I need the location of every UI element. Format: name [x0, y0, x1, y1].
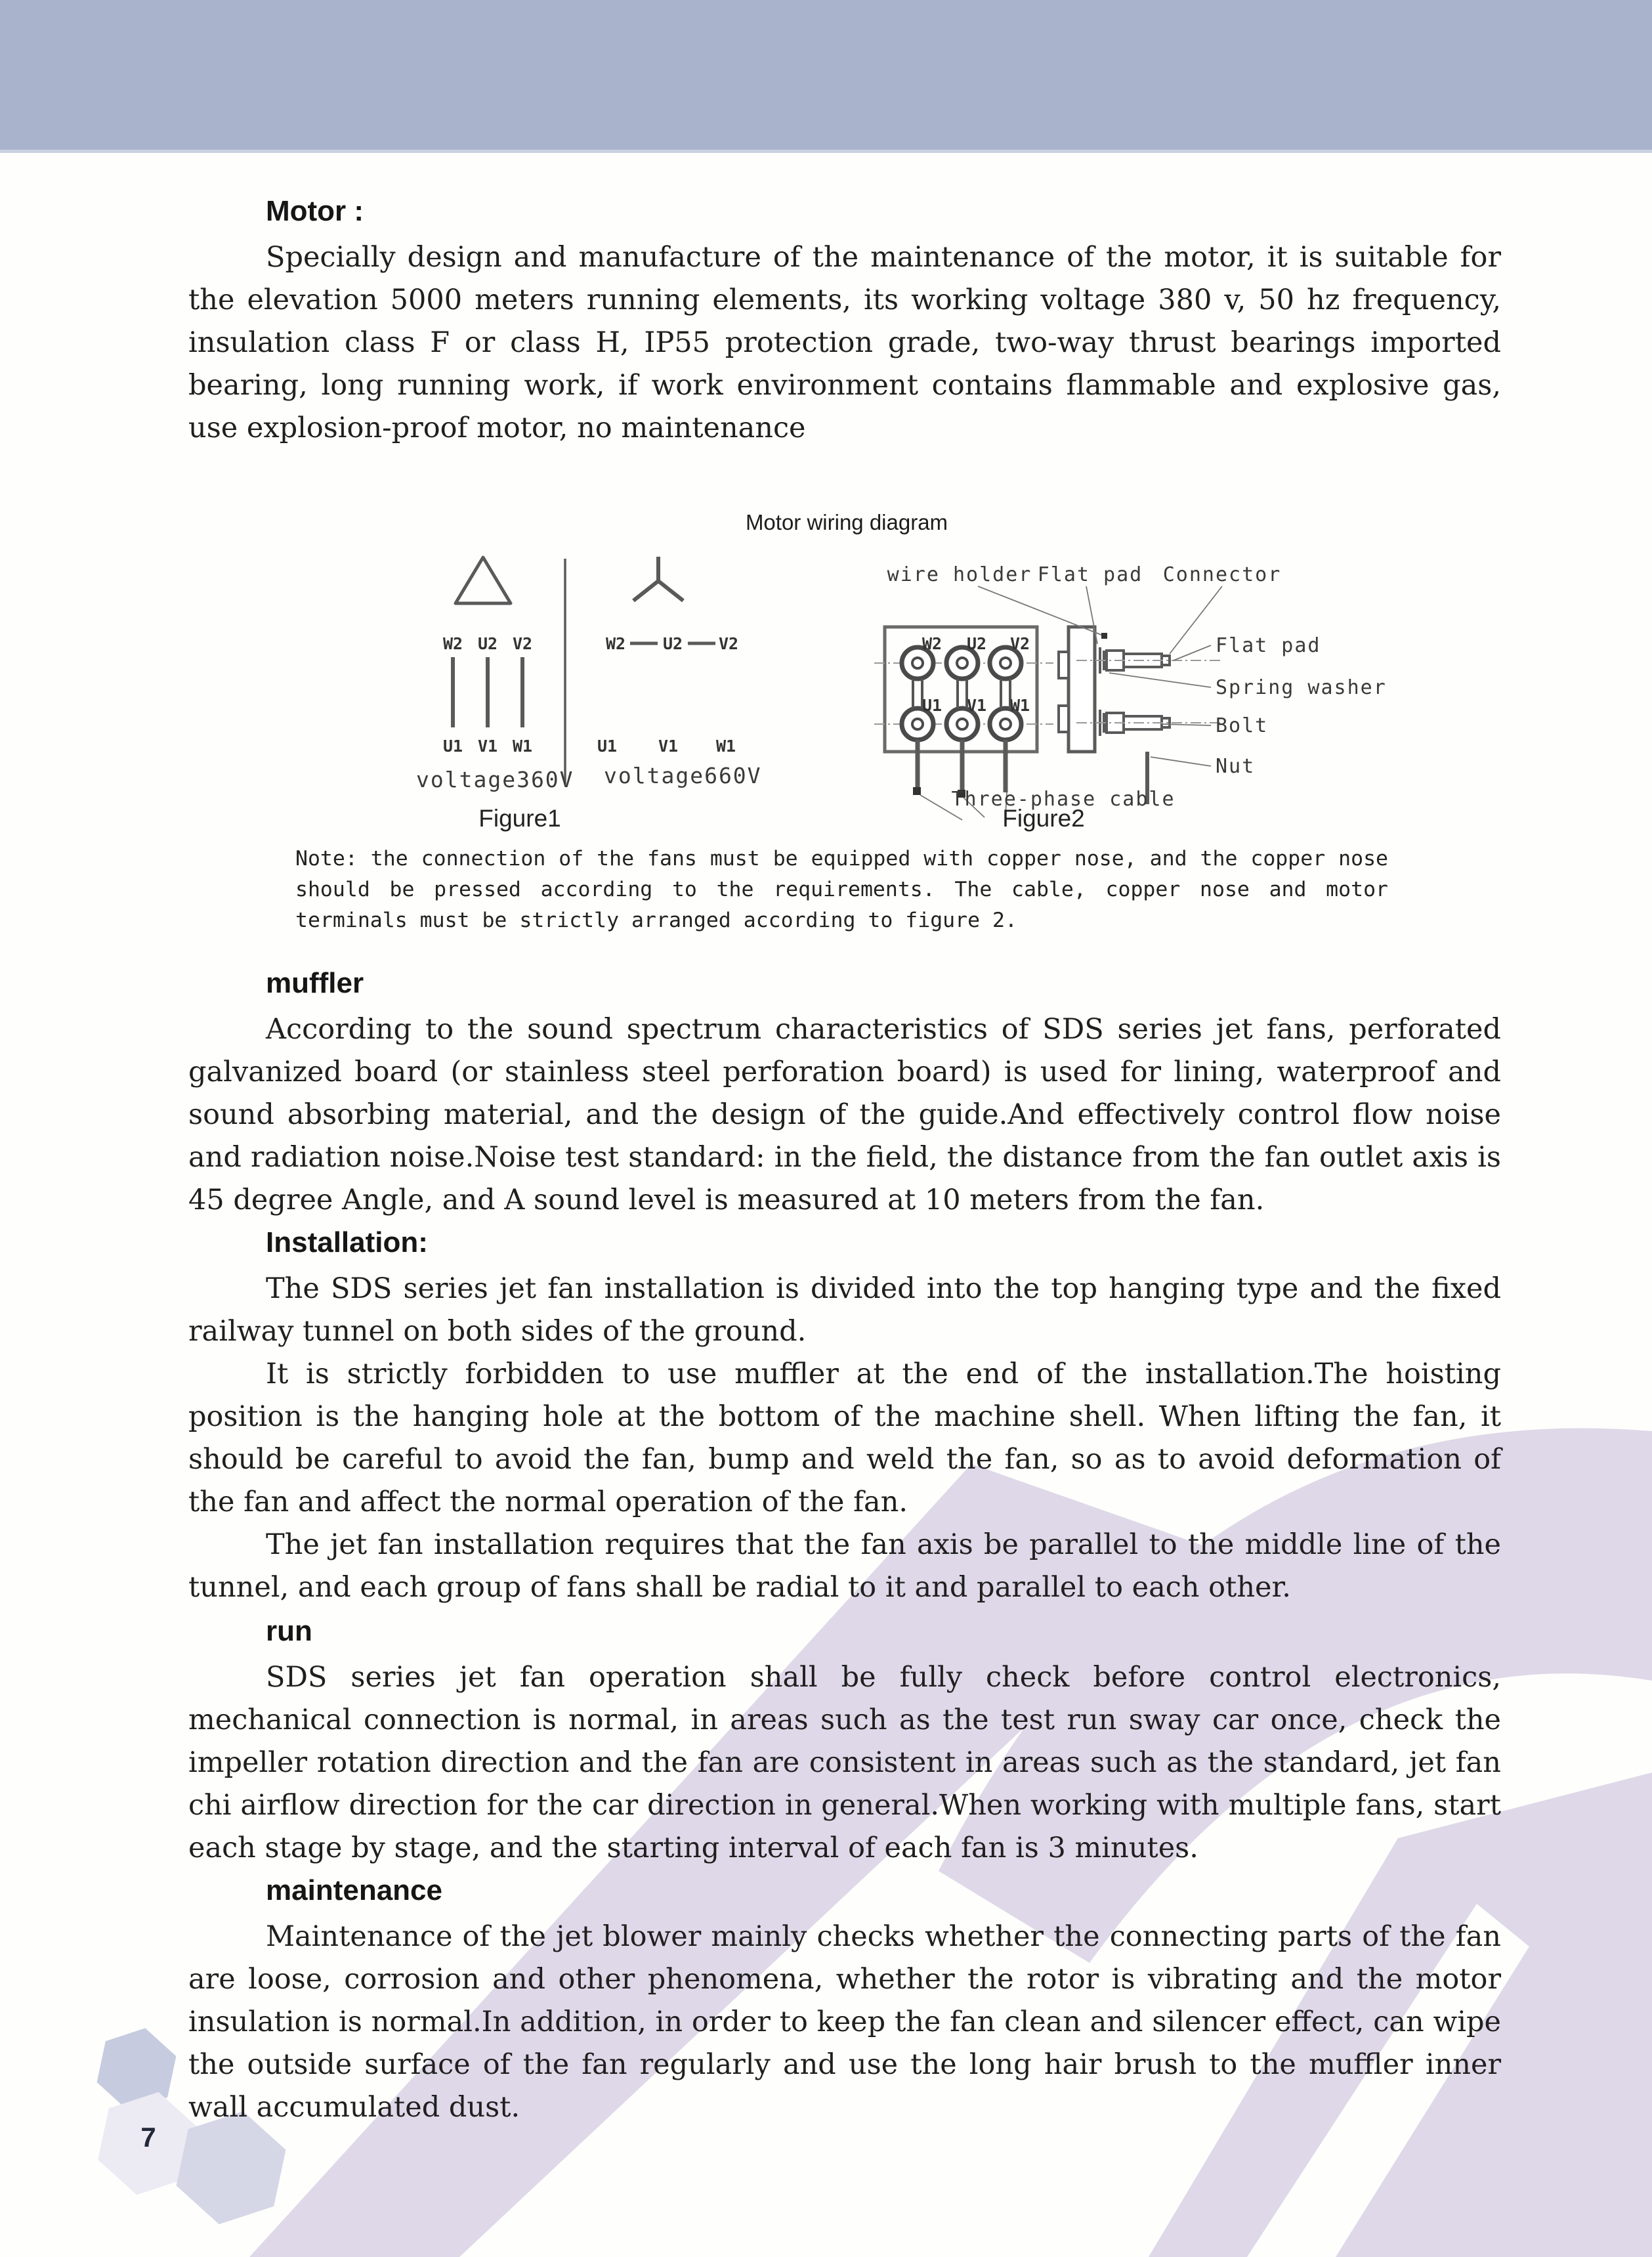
paragraph-installation-3: The jet fan installation requires that the fan axis be parallel to the middle line of the tunnel, and each group of fans shall be radial to it and parallel to each other. — [188, 1528, 1501, 1604]
star-terminal-v2: V2 — [718, 634, 739, 653]
star-symbol — [633, 557, 683, 601]
box-terminal-u2: U2 — [966, 634, 987, 653]
box-terminal-v2: V2 — [1009, 634, 1030, 653]
three-phase-cable-label: Three-phase cable — [951, 788, 1175, 811]
star-terminal-u1: U1 — [597, 737, 618, 756]
star-voltage-caption: voltage660V — [604, 763, 762, 788]
bolt-assembly — [1059, 627, 1221, 804]
spring-washer-label: Spring washer — [1216, 676, 1387, 699]
diagram-title: Motor wiring diagram — [745, 510, 948, 534]
box-terminal-v1: V1 — [966, 696, 987, 715]
content-area — [188, 194, 1501, 2129]
nut-label: Nut — [1216, 755, 1256, 778]
box-terminal-w1: W1 — [1009, 696, 1030, 715]
star-terminal-v1: V1 — [658, 737, 679, 756]
delta-terminal-u1: U1 — [442, 737, 463, 756]
delta-symbol — [455, 557, 511, 603]
delta-terminal-v1: V1 — [477, 737, 498, 756]
paragraph-installation-2: It is strictly forbidden to use muffler at the end of the installation.The hoisting position is the hanging hole at the bottom of the machine shell. When lifting the fan, it should be careful to avoid the fan, bump and weld the fan, so as to avoid deformation of the fan and affect the normal operation of the fan. — [188, 1358, 1501, 1518]
delta-terminal-v2: V2 — [512, 634, 533, 653]
figure1-caption: Figure1 — [478, 805, 561, 832]
bolt-label: Bolt — [1216, 714, 1269, 737]
flat-pad-top-label: Flat pad — [1037, 563, 1143, 586]
delta-terminal-u2: U2 — [477, 634, 498, 653]
flat-pad-right-label: Flat pad — [1216, 634, 1321, 657]
heading-run: run — [266, 1615, 312, 1647]
heading-muffler: muffler — [266, 967, 364, 999]
paragraph-muffler: According to the sound spectrum characteristics of SDS series jet fans, perforated galvanized board (or stainless steel perforation board) is used for lining, waterproof and sound absorbing material, and the design of the guide.And effectively control flow noise and radiation noise.Noise test standard: in the field, the distance from the fan outlet axis is 45 degree Angle, and A sound level is measured at 10 meters from the fan. — [188, 1013, 1501, 1216]
heading-installation: Installation: — [266, 1226, 428, 1258]
page-number: 7 — [140, 2122, 156, 2153]
star-terminal-w2: W2 — [605, 634, 626, 653]
paragraph-run: SDS series jet fan operation shall be fully check before control electronics, mechanical connection is normal, in areas such as the test run sway car once, check the impeller rotation direction and the fan are consistent in areas such as the standard, jet fan chi airflow direction for the car direction in general.When working with multiple fans, start each stage by stage, and the starting interval of each fan is 3 minutes. — [188, 1661, 1501, 1864]
motor-wiring-diagram — [407, 501, 1510, 837]
figure-note: Note: the connection of the fans must be equipped with copper nose, and the copper nose should be pressed according to the requirements. The cable, copper nose and motor terminals must be strictly arranged according to figure 2. — [295, 847, 1388, 932]
paragraph-maintenance: Maintenance of the jet blower mainly checks whether the connecting parts of the fan are loose, corrosion and other phenomena, whether the rotor is vibrating and the motor insulation is normal.In addition, in order to keep the fan clean and silencer effect, can wipe the outside surface of the fan regularly and use the long hair brush to the muffler inner wall accumulated dust. — [188, 1920, 1501, 2124]
box-terminal-w2: W2 — [921, 634, 942, 653]
paragraph-installation-1: The SDS series jet fan installation is divided into the top hanging type and the fixed railway tunnel on both sides of the ground. — [188, 1272, 1501, 1348]
heading-motor: Motor : — [266, 195, 364, 227]
heading-maintenance: maintenance — [266, 1874, 442, 1906]
figure2-caption: Figure2 — [1002, 805, 1085, 832]
star-terminal-w1: W1 — [715, 737, 736, 756]
delta-terminal-w2: W2 — [442, 634, 463, 653]
wire-holder-label: wire holder — [887, 563, 1032, 586]
box-terminal-u1: U1 — [921, 696, 942, 715]
star-terminal-u2: U2 — [662, 634, 683, 653]
delta-terminal-w1: W1 — [512, 737, 533, 756]
paragraph-motor: Specially design and manufacture of the maintenance of the motor, it is suitable for the elevation 5000 meters running elements, its working voltage 380 v, 50 hz frequency, insulation class F or class H, IP55 protection grade, two-way thrust bearings imported bearing, long running work, if work environment contains flammable and explosive gas, use explosion-proof motor, no maintenance — [188, 241, 1501, 444]
delta-voltage-caption: voltage360V — [416, 767, 574, 792]
connector-label: Connector — [1162, 563, 1282, 586]
